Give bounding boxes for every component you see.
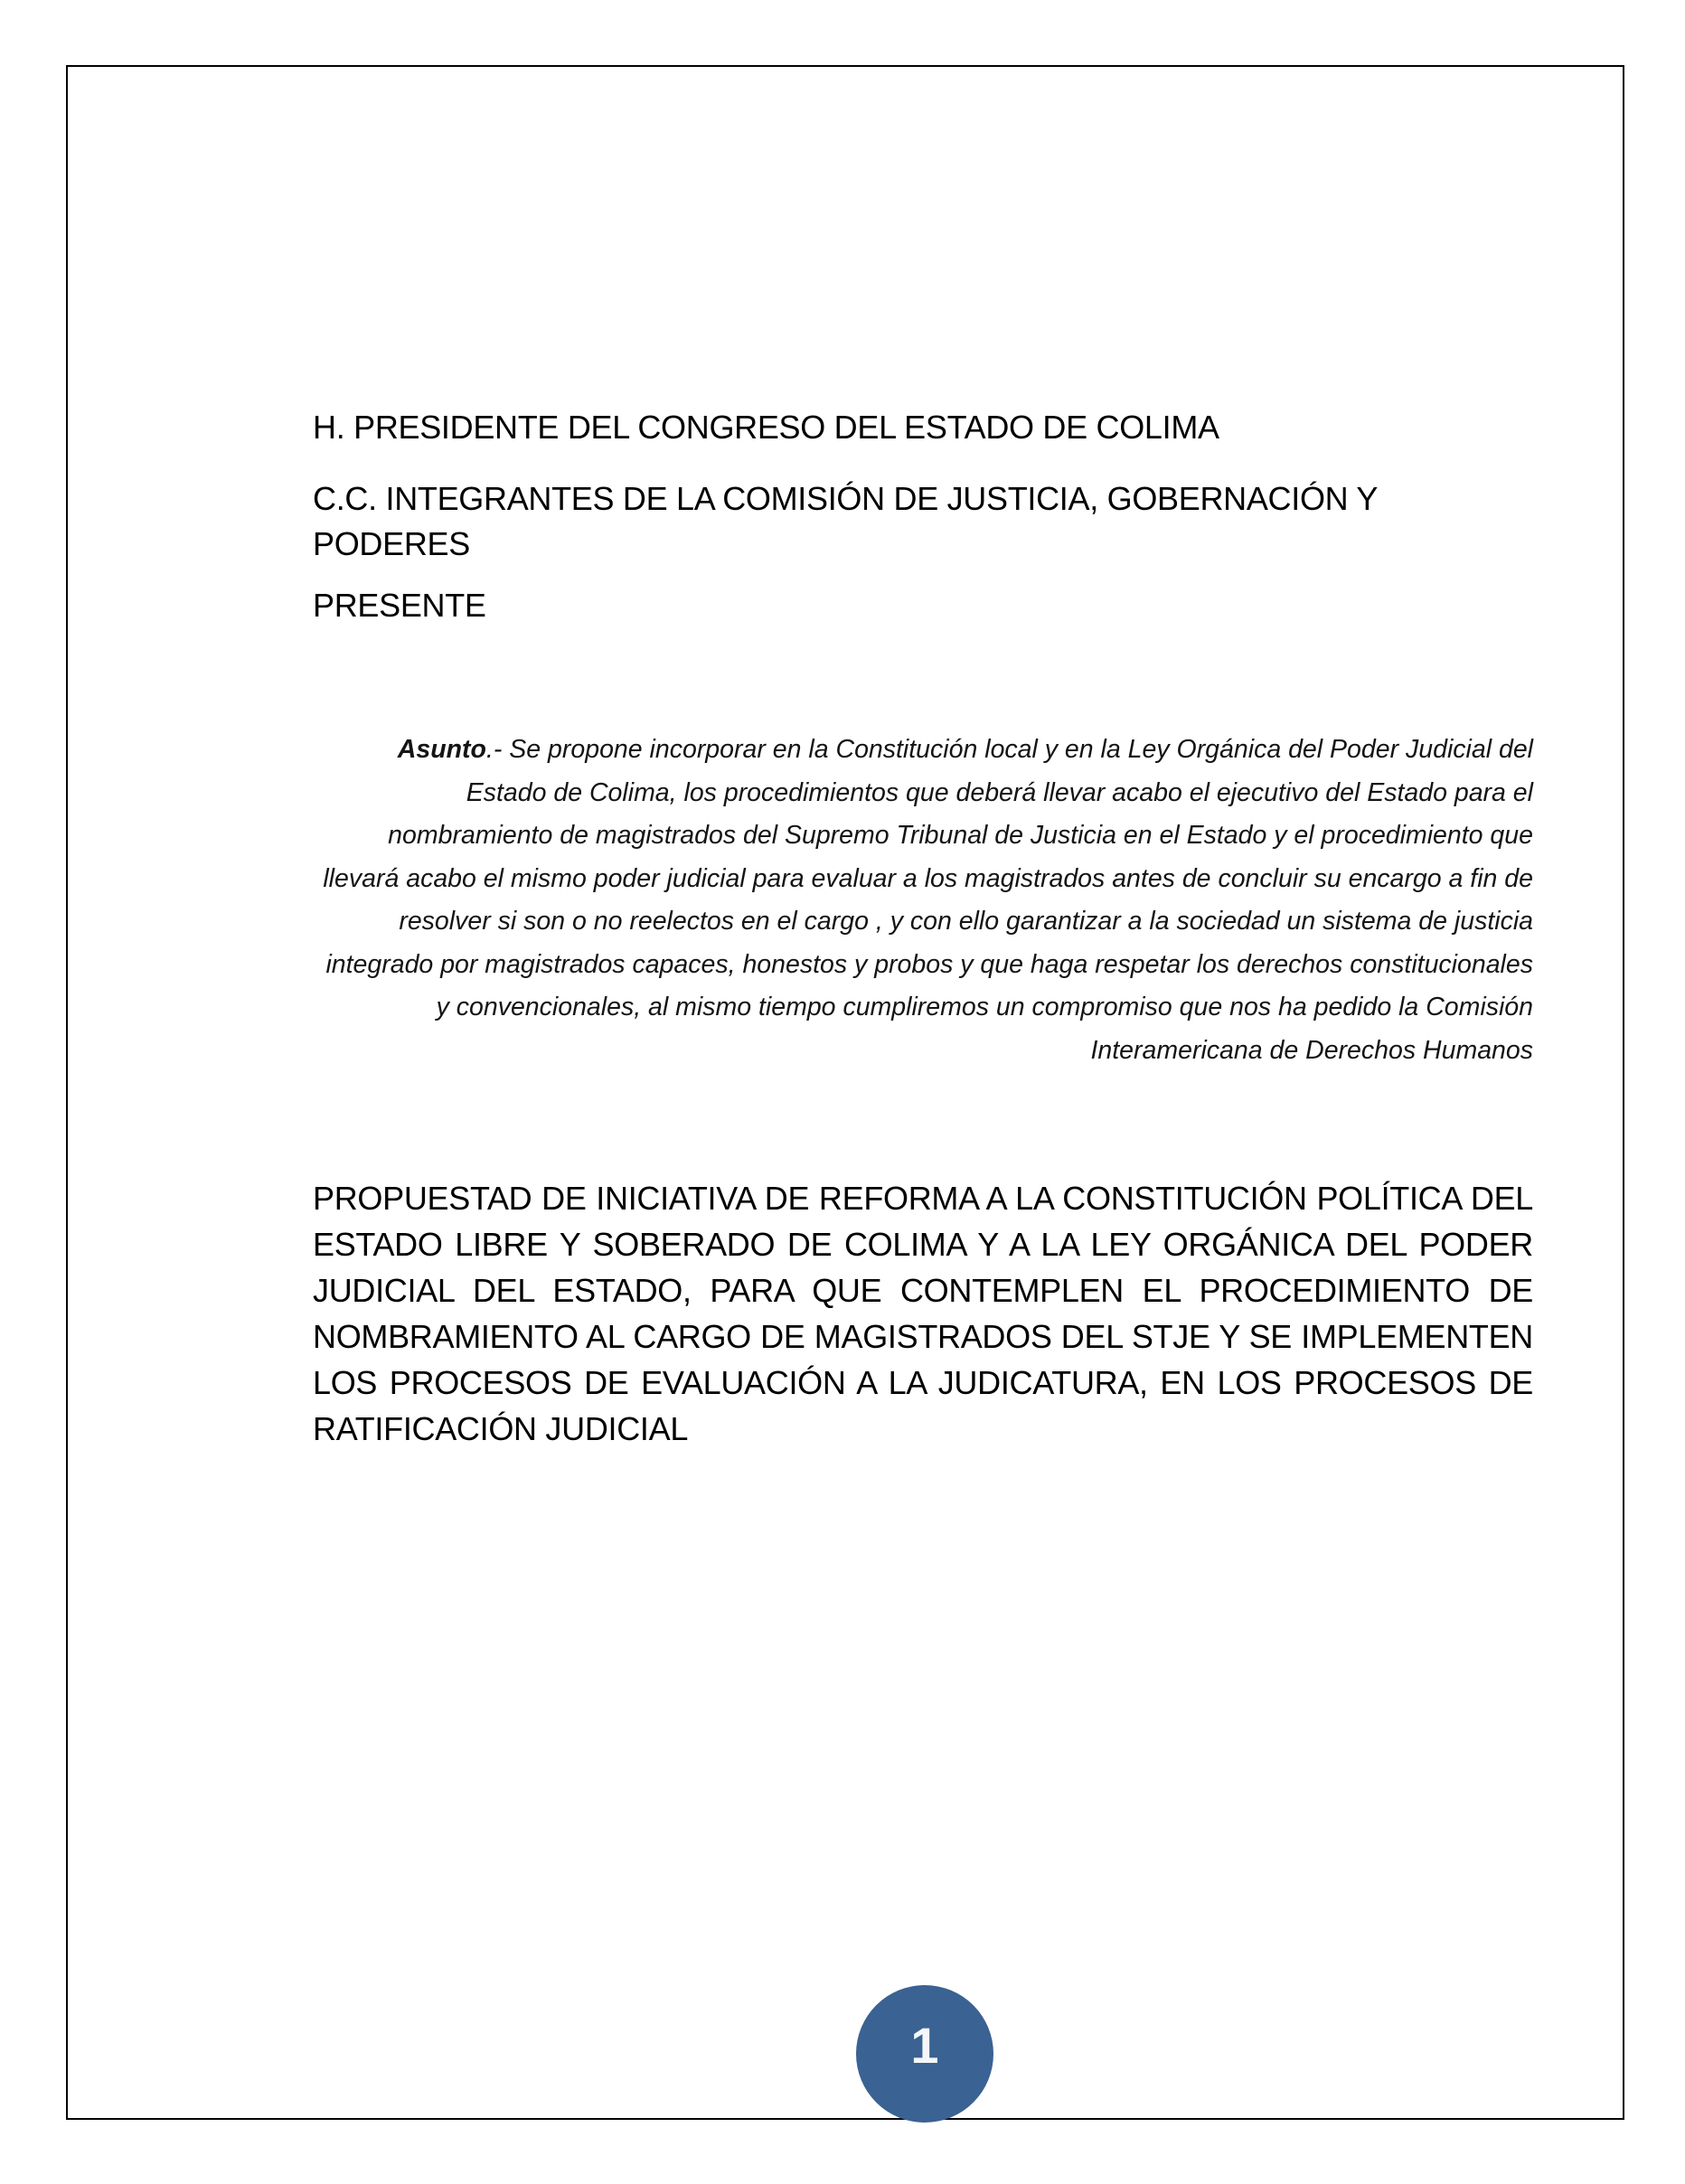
proposal-paragraph: PROPUESTAD DE INICIATIVA DE REFORMA A LA CONSTITUCIÓN POLÍTICA DEL ESTADO LIBRE Y SOBERADO DE COLIMA Y A LA LEY ORGÁNICA DEL PODER JUDICIAL DEL ESTADO, PARA QUE CONTEMPLEN EL PROCEDIMIENTO DE NOMBRAMIENTO AL CARGO DE MAGISTRADOS DEL STJE Y SE IMPLEMENTEN LOS PROCESOS DE EVALUACIÓN A LA JUDICATURA, EN LOS PROCESOS DE RATIFICACIÓN JUDICIAL: [313, 1180, 1533, 1447]
recipient-line-2: C.C. INTEGRANTES DE LA COMISIÓN DE JUSTICIA, GOBERNACIÓN Y PODERES: [313, 480, 1378, 562]
asunto-label: Asunto: [397, 735, 486, 764]
asunto-text: .- Se propone incorporar en la Constitución local y en la Ley Orgánica del Poder Judicial del Estado de Colima, los procedimientos que deberá llevar acabo el ejecutivo del Estado para el nombramiento de magistrados del Supremo Tribunal de Justicia en el Estado y el procedimiento que llevará acabo el mismo poder judicial para evaluar a los magistrados antes de concluir su encargo a fin de resolver si son o no reelectos en el cargo , y con ello garantizar a la sociedad un sistema de justicia integrado por magistrados capaces, honestos y probos y que haga respetar los derechos constitucionales y convencionales, al mismo tiempo cumpliremos un compromiso que nos ha pedido la Comisión Interamericana de Derechos Humanos: [323, 735, 1533, 1065]
page-border: [66, 65, 1624, 2120]
recipient-line-1: H. PRESIDENTE DEL CONGRESO DEL ESTADO DE COLIMA: [313, 409, 1219, 446]
recipient-line-3: PRESENTE: [313, 587, 486, 624]
page-number: 1: [910, 2016, 939, 2074]
asunto-paragraph: [313, 729, 1533, 1072]
page-number-badge: [856, 1985, 993, 2123]
